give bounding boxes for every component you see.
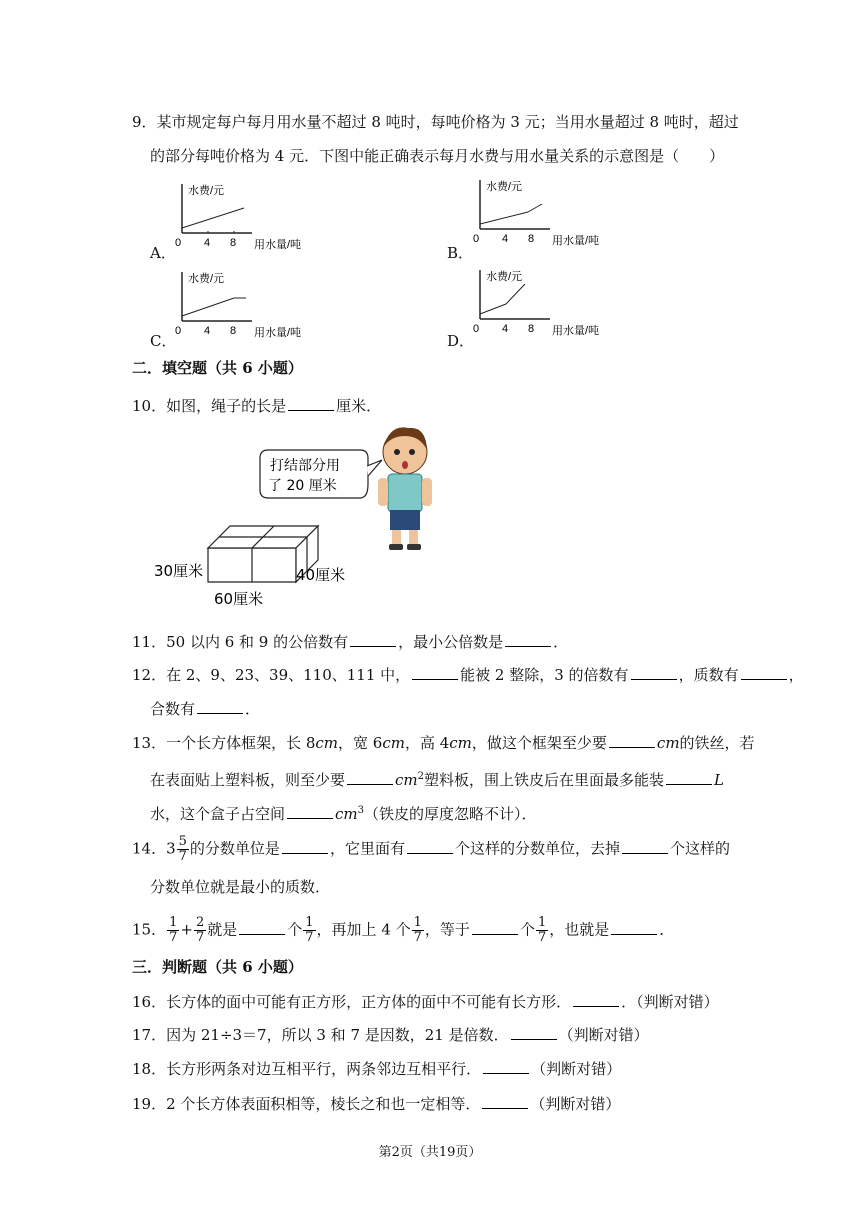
q12-line1: 12．在 2、9、23、39、110、111 中， 能被 2 整除，3 的倍数有 ，质数有 ， — [132, 666, 804, 684]
graph-d-tick-0: 0 — [473, 323, 480, 335]
q15: 15． $\frac{1}{7}$ + $\frac{2}{7}$ 就是 个 $\frac{1}{7}$ ，再加上 4 个 $\frac{1}{7}$ ，等于 个 $\frac{1}{7}$ ，也就是 ． — [132, 915, 675, 945]
q12-blank-4[interactable] — [197, 699, 243, 714]
q11-blank-2[interactable] — [505, 632, 551, 647]
graph-d — [470, 264, 610, 344]
option-b-label: B． — [447, 244, 474, 262]
graph-d-ylabel: 水费/元 — [486, 271, 523, 283]
graph-c-tick-4: 4 — [204, 325, 211, 337]
page-footer: 第2页（共19页） — [378, 1145, 482, 1160]
graph-d-xlabel: 用水量/吨 — [552, 325, 600, 337]
q12-blank-2[interactable] — [631, 665, 677, 680]
option-c-label: C． — [150, 332, 177, 350]
graph-a-tick-4: 4 — [204, 237, 211, 249]
graph-b-xlabel: 用水量/吨 — [552, 235, 600, 247]
q9-line1: 9．某市规定每户每月用水量不超过 8 吨时，每吨价格为 3 元；当用水量超过 8 吨时，超过 — [132, 113, 739, 131]
q18: 18．长方形两条对边互相平行，两条邻边互相平行． （判断对错） — [132, 1060, 622, 1078]
q13-line2: 在表面贴上塑料板，则至少要 $cm^2$塑料板，围上铁皮后在里面最多能装 L — [150, 771, 724, 789]
q15-blank-1[interactable] — [239, 920, 285, 935]
graph-c-tick-8: 8 — [230, 325, 237, 337]
graph-a — [172, 178, 312, 258]
graph-c-tick-0: 0 — [175, 325, 182, 337]
q12-blank-1[interactable] — [412, 665, 458, 680]
q14-line2: 分数单位就是最小的质数． — [150, 878, 331, 896]
q10: 10．如图，绳子的长是 厘米． — [132, 397, 382, 415]
q18-blank[interactable] — [483, 1059, 529, 1074]
graph-b-tick-0: 0 — [473, 233, 480, 245]
q13-blank-1[interactable] — [609, 733, 655, 748]
q10-figure — [150, 422, 460, 612]
q16-blank[interactable] — [573, 992, 619, 1007]
graph-c-ylabel: 水费/元 — [188, 273, 225, 285]
graph-a-xlabel: 用水量/吨 — [254, 239, 302, 251]
graph-a-tick-8: 8 — [230, 237, 237, 249]
q17-blank[interactable] — [511, 1025, 557, 1040]
q15-blank-3[interactable] — [611, 920, 657, 935]
graph-c-xlabel: 用水量/吨 — [254, 327, 302, 339]
q10-blank[interactable] — [288, 396, 334, 411]
q13-blank-4[interactable] — [287, 804, 333, 819]
graph-b-tick-8: 8 — [528, 233, 535, 245]
q12-blank-3[interactable] — [741, 665, 787, 680]
bubble-line-1: 打结部分用 — [270, 458, 340, 474]
q14-blank-3[interactable] — [622, 839, 668, 854]
q14-fraction: $\frac{5}{7}$ — [178, 834, 187, 864]
dim-left: 30厘米 — [154, 562, 204, 580]
q13-line1: 13．一个长方体框架，长 8cm，宽 6cm，高 4cm，做这个框架至少要 cm的铁丝，若 — [132, 734, 755, 752]
graph-c — [172, 266, 312, 346]
graph-b-tick-4: 4 — [502, 233, 509, 245]
graph-a-tick-0: 0 — [175, 237, 182, 249]
q14-blank-1[interactable] — [282, 839, 328, 854]
q13-line3: 水，这个盒子占空间 $cm^3$（铁皮的厚度忽略不计）． — [150, 805, 537, 823]
option-a-label: A． — [150, 244, 176, 262]
graph-d-tick-8: 8 — [528, 323, 535, 335]
q13-blank-3[interactable] — [666, 770, 712, 785]
q9-line2: 的部分每吨价格为 4 元．下图中能正确表示每月水费与用水量关系的示意图是（ ） — [150, 147, 725, 165]
q19-blank[interactable] — [482, 1094, 528, 1109]
section-2-heading: 二．填空题（共 6 小题） — [132, 359, 303, 377]
q13-blank-2[interactable] — [347, 770, 393, 785]
q11-blank-1[interactable] — [350, 632, 396, 647]
graph-b-ylabel: 水费/元 — [486, 181, 523, 193]
bubble-line-2: 了 20 厘米 — [268, 478, 337, 494]
graph-b — [470, 174, 610, 254]
dim-right: 40厘米 — [296, 566, 346, 584]
q17: 17．因为 21÷3＝7，所以 3 和 7 是因数，21 是倍数． （判断对错） — [132, 1026, 649, 1044]
q14-line1: 14．3 $\frac{5}{7}$ 的分数单位是 ，它里面有 个这样的分数单位，去掉 个这样的 — [132, 834, 730, 864]
q14-blank-2[interactable] — [407, 839, 453, 854]
graph-a-ylabel: 水费/元 — [188, 185, 225, 197]
q15-blank-2[interactable] — [472, 920, 518, 935]
q11: 11．50 以内 6 和 9 的公倍数有 ，最小公倍数是 ． — [132, 633, 569, 651]
section-3-heading: 三．判断题（共 6 小题） — [132, 958, 303, 976]
dim-bottom: 60厘米 — [214, 590, 264, 608]
boy-illustration — [378, 427, 432, 550]
q16: 16．长方体的面中可能有正方形，正方体的面中不可能有长方形． ．（判断对错） — [132, 993, 719, 1011]
q19: 19．2 个长方体表面积相等，棱长之和也一定相等． （判断对错） — [132, 1095, 621, 1113]
graph-d-tick-4: 4 — [502, 323, 509, 335]
option-d-label: D． — [447, 332, 475, 350]
q12-line2: 合数有 ． — [150, 700, 261, 718]
